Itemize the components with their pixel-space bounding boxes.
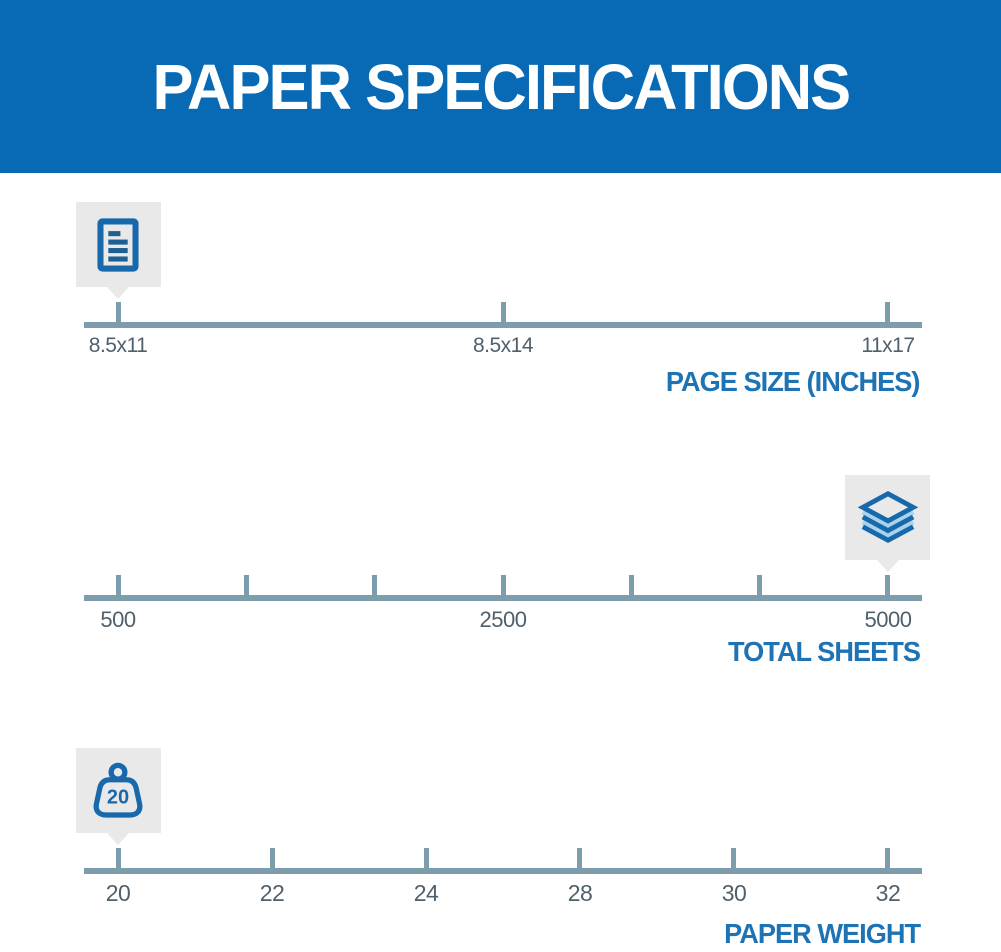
badge-pointer xyxy=(107,287,129,299)
tick-label: 24 xyxy=(413,880,439,906)
tick-mark xyxy=(116,848,121,874)
header-banner xyxy=(0,0,1001,173)
tick-mark xyxy=(270,848,275,874)
page-size-marker-badge xyxy=(76,202,161,287)
page-title: PAPER SPECIFICATIONS xyxy=(152,50,849,123)
weight-icon xyxy=(88,761,148,821)
section-page-size xyxy=(0,202,1001,412)
paper-weight-marker-badge xyxy=(76,748,161,833)
tick-mark xyxy=(372,575,377,601)
total-sheets-marker-badge xyxy=(845,475,930,560)
tick-label: 8.5x11 xyxy=(88,334,148,357)
tick-mark xyxy=(731,848,736,874)
tick-label: 8.5x14 xyxy=(472,334,534,357)
tick-mark xyxy=(116,302,121,328)
tick-mark xyxy=(757,575,762,601)
tick-label: 22 xyxy=(259,880,285,906)
tick-label: 5000 xyxy=(864,607,912,632)
tick-mark xyxy=(885,302,890,328)
tick-label: 11x17 xyxy=(861,334,915,357)
document-icon xyxy=(89,216,147,274)
total-sheets-axis-title: TOTAL SHEETS xyxy=(727,636,920,667)
tick-mark xyxy=(885,575,890,601)
tick-label: 20 xyxy=(105,880,131,906)
weight-icon-value: 20 xyxy=(106,786,130,808)
tick-mark xyxy=(577,848,582,874)
tick-mark xyxy=(629,575,634,601)
tick-mark xyxy=(501,302,506,328)
paper-stack-icon xyxy=(857,490,919,546)
tick-label: 32 xyxy=(875,880,901,906)
section-paper-weight xyxy=(0,748,1001,952)
section-total-sheets xyxy=(0,475,1001,685)
tick-mark xyxy=(116,575,121,601)
badge-pointer xyxy=(107,833,129,845)
tick-label: 500 xyxy=(100,607,136,632)
tick-mark xyxy=(501,575,506,601)
tick-mark xyxy=(244,575,249,601)
tick-label: 2500 xyxy=(479,607,527,632)
tick-label: 28 xyxy=(567,880,593,906)
tick-mark xyxy=(424,848,429,874)
tick-label: 30 xyxy=(721,880,747,906)
badge-pointer xyxy=(877,560,899,572)
page-size-axis-title: PAGE SIZE (INCHES) xyxy=(666,366,920,397)
paper-weight-axis-title: PAPER WEIGHT xyxy=(723,918,920,949)
paper-weight-axis xyxy=(84,868,922,874)
tick-mark xyxy=(885,848,890,874)
